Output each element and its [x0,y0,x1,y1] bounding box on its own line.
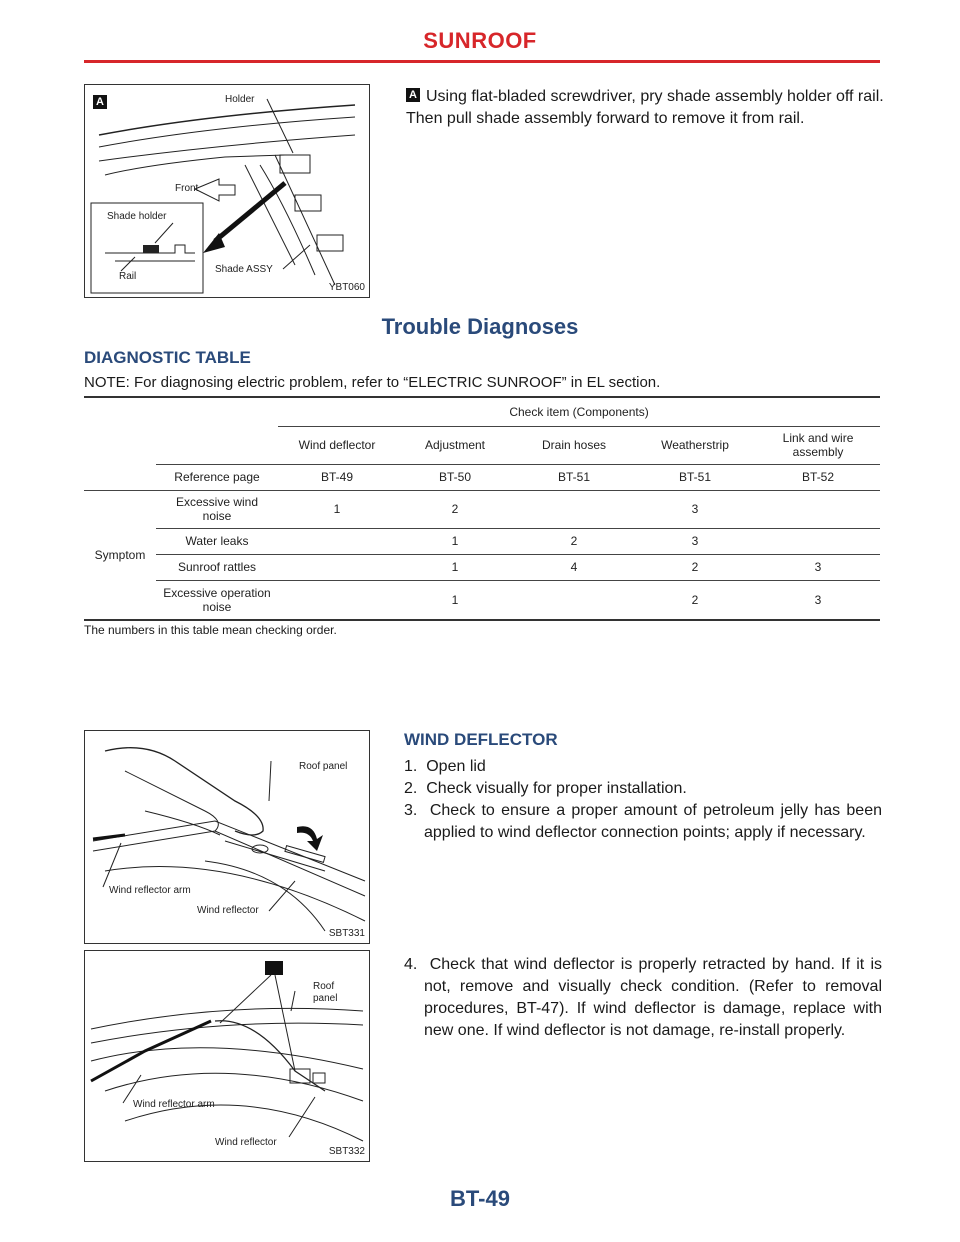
label-wind-reflector: Wind reflector [215,1137,277,1148]
table-cell: 1 [396,580,514,620]
reference-label: Reference page [156,464,278,490]
figure-wind-deflector-install [84,730,370,944]
step-4-block [404,954,882,1042]
table-cell: 1 [396,528,514,554]
label-shade-assy: Shade ASSY [215,264,273,275]
figure-badge-a: A [93,95,107,109]
step-item: 2. Check visually for proper installation. [404,780,687,797]
step-item: 1. Open lid [404,758,486,775]
table-cell: 2 [634,554,756,580]
table-cell: 2 [514,528,634,554]
table-blank-3 [84,464,156,490]
wind-deflector-heading: WIND DEFLECTOR [404,730,558,749]
table-cell: 4 [514,554,634,580]
label-wind-reflector-arm: Wind reflector arm [109,885,191,896]
table-blank [84,426,156,464]
diagnostic-table [84,398,880,621]
section-title: Trouble Diagnoses [381,314,579,339]
table-cell: 1 [278,490,396,528]
page-code: BT-49 [450,1186,510,1211]
table-cell: 3 [634,528,756,554]
col-header: Drain hoses [514,426,634,464]
table-cell [514,580,634,620]
intro-text: Using flat-bladed screwdriver, pry shade assembly holder off rail. Then pull shade assembly forward to remove it from rail. [406,88,884,127]
intro-badge-a: A [406,88,420,102]
col-header: Wind deflector [278,426,396,464]
symptom-name: Excessive operation noise [156,580,278,620]
table-corner [84,398,156,426]
symptom-name: Sunroof rattles [156,554,278,580]
label-holder: Holder [225,94,255,105]
table-corner-2 [156,398,278,426]
figure-wind-deflector-retract [84,950,370,1162]
steps-list-cont [404,954,882,1042]
table-cell [278,528,396,554]
label-roof: Roof [313,981,335,992]
label-front: Front [175,183,199,194]
figure-code: SBT331 [328,928,365,939]
table-cell: 3 [756,580,880,620]
table-cell [756,528,880,554]
table-cell [278,580,396,620]
diagnostic-table-wrap [84,396,880,637]
label-wind-reflector-arm: Wind reflector arm [133,1099,215,1110]
header-rule [84,60,880,63]
reference-page: BT-52 [756,464,880,490]
table-cell: 3 [756,554,880,580]
figure-code: YBT060 [328,282,365,293]
col-header: Weatherstrip [634,426,756,464]
step-item: 4. Check that wind deflector is properly retracted by hand. If it is not, remove and visually check condition. (Refer to removal procedures, BT-47). If wind deflector is damage, replace with new one. If wind deflector is not damage, re-install properly. [404,956,882,1039]
label-wind-reflector: Wind reflector [197,905,259,916]
table-cell [514,490,634,528]
reference-page: BT-50 [396,464,514,490]
symptom-name: Water leaks [156,528,278,554]
figure-shade-removal [84,84,370,298]
steps-list [404,756,882,844]
reference-page: BT-51 [514,464,634,490]
reference-page: BT-51 [634,464,756,490]
step-item: 3. Check to ensure a proper amount of petroleum jelly has been applied to wind deflector connection points; apply if necessary. [404,802,882,841]
diagnostic-note: NOTE: For diagnosing electric problem, refer to “ELECTRIC SUNROOF” in EL section. [84,374,661,391]
table-blank-2 [156,426,278,464]
table-footnote: The numbers in this table mean checking order. [84,623,337,637]
col-header: Link and wire assembly [756,426,880,464]
symptom-name: Excessive wind noise [156,490,278,528]
wind-deflector-steps [404,756,882,844]
label-roof-panel: Roof panel [299,761,348,772]
table-cell: 1 [396,554,514,580]
table-cell [278,554,396,580]
symptom-label: Symptom [84,490,156,620]
intro-paragraph [406,86,886,130]
reference-page: BT-49 [278,464,396,490]
label-panel: panel [313,993,338,1004]
table-cell: 2 [396,490,514,528]
figure-code: SBT332 [328,1146,365,1157]
label-shade-holder: Shade holder [107,211,167,222]
label-rail: Rail [119,271,137,282]
table-group-header: Check item (Components) [278,398,880,426]
page-header-title: SUNROOF [423,28,537,53]
table-cell: 3 [634,490,756,528]
col-header: Adjustment [396,426,514,464]
diagnostic-heading: DIAGNOSTIC TABLE [84,348,251,367]
table-cell: 2 [634,580,756,620]
table-cell [756,490,880,528]
